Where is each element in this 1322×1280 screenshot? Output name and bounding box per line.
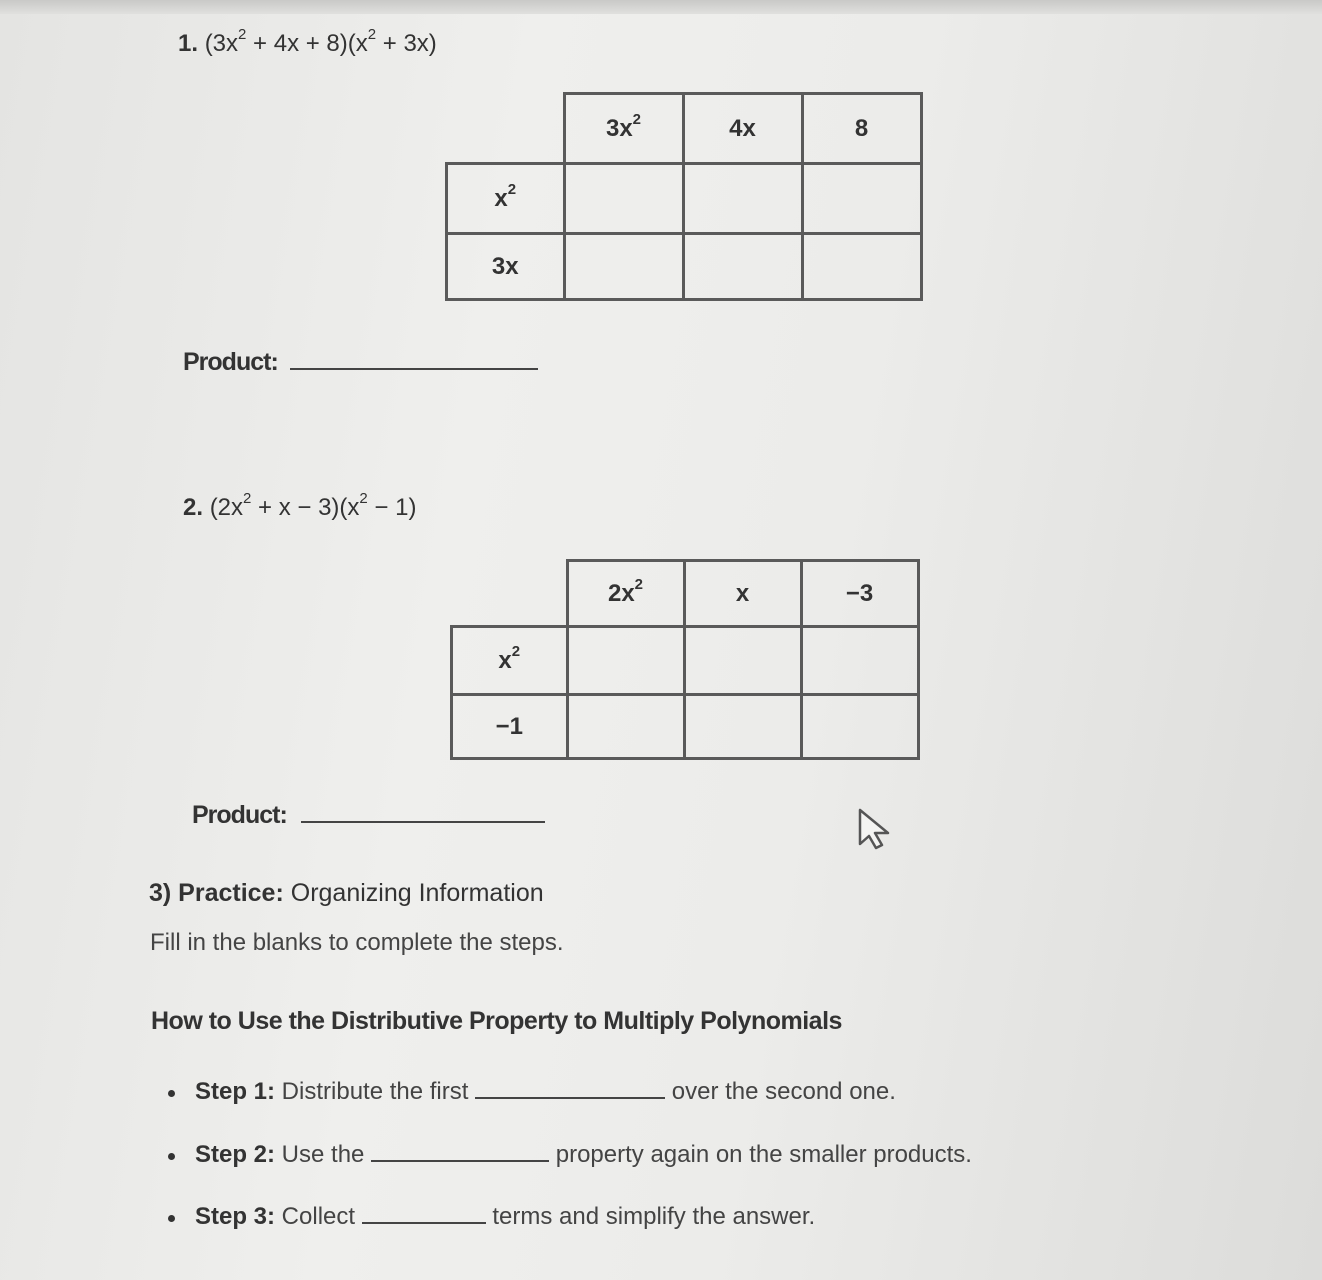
product-2	[192, 801, 545, 830]
answer-cell[interactable]	[564, 234, 683, 300]
answer-cell[interactable]	[801, 627, 918, 695]
top-border	[0, 0, 1322, 14]
step-3: Step 3: Collect terms and simplify the answer.	[195, 1203, 816, 1230]
answer-cell[interactable]	[801, 695, 918, 759]
problem-2-box-table	[450, 559, 920, 760]
answer-cell[interactable]	[683, 234, 802, 300]
answer-cell[interactable]	[567, 695, 684, 759]
product-1	[183, 348, 538, 377]
row-header: $x^2$	[447, 164, 565, 234]
answer-cell[interactable]	[683, 164, 802, 234]
step-3-blank[interactable]	[362, 1222, 486, 1224]
column-header: x	[684, 561, 801, 627]
product-label: Product:	[183, 348, 278, 376]
problem-2-expression: 2. $(2x^2 + x - 3)(x^2 - 1)$	[183, 490, 417, 521]
answer-cell[interactable]	[802, 164, 921, 234]
product-label: Product:	[192, 801, 287, 829]
bullet	[168, 1215, 175, 1222]
row-header: $x^2$	[452, 627, 568, 695]
step-1-blank[interactable]	[475, 1097, 665, 1099]
bullet	[168, 1090, 175, 1097]
howto-title: How to Use the Distributive Property to Multiply Polynomials	[151, 1007, 842, 1035]
column-header: 4x	[683, 94, 802, 164]
column-header: 8	[802, 94, 921, 164]
answer-cell[interactable]	[684, 695, 801, 759]
corner-cell	[452, 561, 568, 627]
practice-instruction: Fill in the blanks to complete the steps.	[150, 929, 564, 956]
practice-heading: 3) Practice: Organizing Information	[149, 879, 544, 907]
problem-1-box-table	[445, 92, 923, 301]
row-header: −1	[452, 695, 568, 759]
column-header: −3	[801, 561, 918, 627]
answer-cell[interactable]	[567, 627, 684, 695]
mouse-pointer-icon	[858, 808, 896, 850]
problem-1-expression: 1. $(3x^2 + 4x + 8)(x^2 + 3x)$	[178, 26, 437, 57]
answer-cell[interactable]	[802, 234, 921, 300]
step-1: Step 1: Distribute the first over the second one.	[195, 1078, 896, 1105]
bullet	[168, 1153, 175, 1160]
step-2-blank[interactable]	[371, 1160, 549, 1162]
corner-cell	[447, 94, 565, 164]
row-header: 3x	[447, 234, 565, 300]
column-header: $2x^2$	[567, 561, 684, 627]
answer-cell[interactable]	[564, 164, 683, 234]
column-header: $3x^2$	[564, 94, 683, 164]
product-2-answer-blank[interactable]	[301, 821, 545, 823]
step-2: Step 2: Use the property again on the smaller products.	[195, 1141, 972, 1168]
answer-cell[interactable]	[684, 627, 801, 695]
product-1-answer-blank[interactable]	[290, 368, 538, 370]
